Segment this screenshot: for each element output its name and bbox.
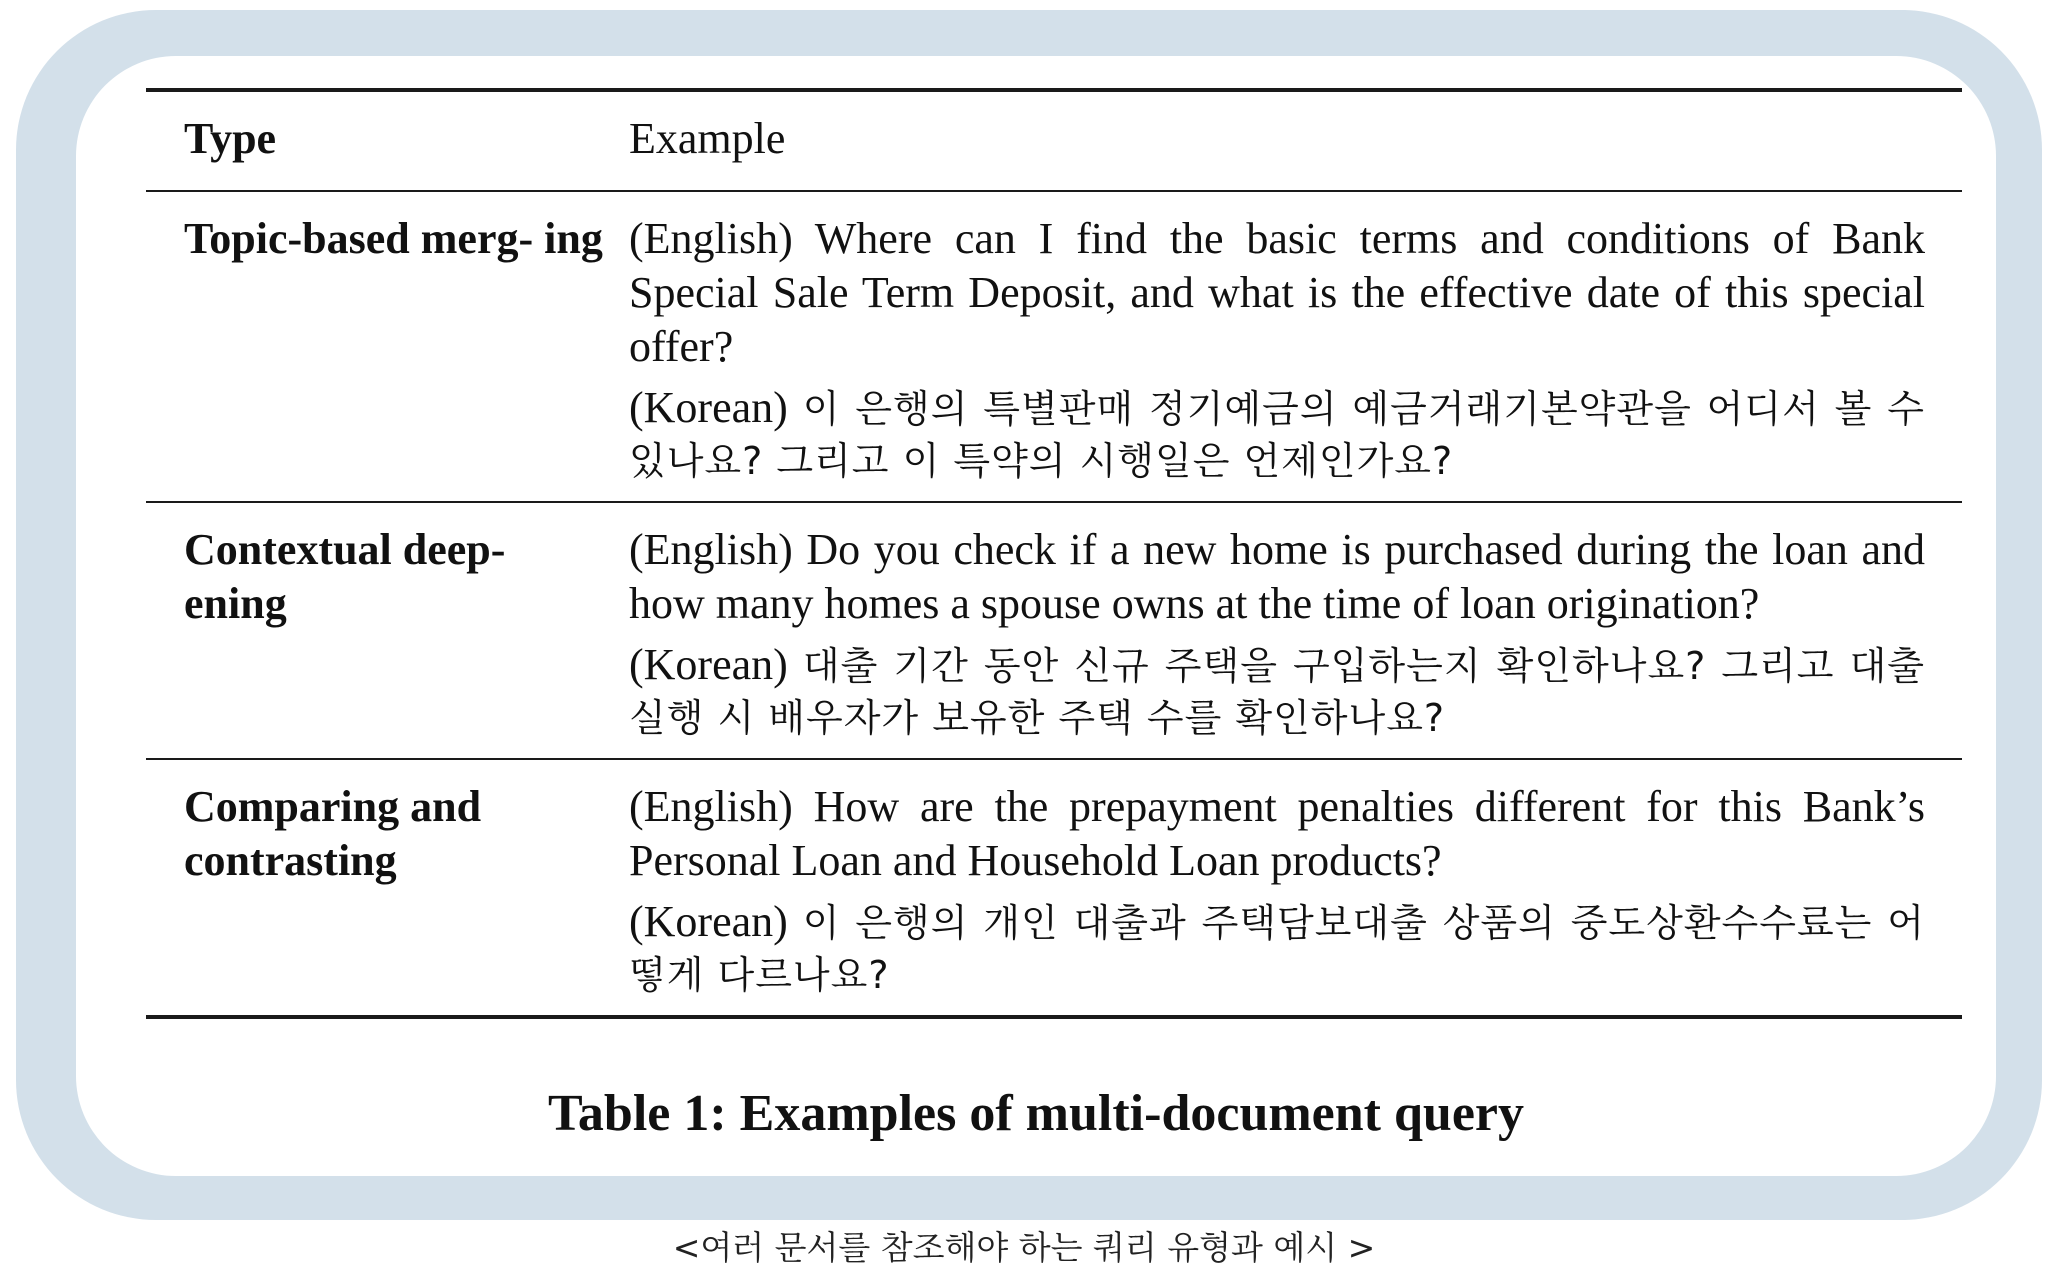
english-example: (English) How are the prepayment penalties different for this Bank’s Personal Loan and Household Loan products? xyxy=(629,782,1925,885)
table-row xyxy=(146,192,1962,501)
korean-tag: (Korean) xyxy=(629,383,788,432)
row-type: Comparing and contrasting xyxy=(184,782,482,885)
english-example: (English) Where can I find the basic terms and conditions of Bank Special Sale Term Deposit, and what is the effective date of this special offer? xyxy=(629,214,1925,371)
english-example: (English) Do you check if a new home is purchased during the loan and how many homes a spouse owns at the time of loan origination? xyxy=(629,525,1925,628)
korean-text: 이 은행의 개인 대출과 주택담보대출 상품의 중도상환수수료는 어떻게 다르나요? xyxy=(629,901,1925,997)
header-type: Type xyxy=(184,114,277,163)
korean-footnote: <여러 문서를 참조해야 하는 쿼리 유형과 예시 > xyxy=(672,1228,1376,1267)
row-type: Contextual deep- ening xyxy=(184,525,506,628)
korean-example xyxy=(629,382,1925,487)
korean-tag: (Korean) xyxy=(629,897,788,946)
table-header-row xyxy=(146,92,1962,190)
table-bottom-rule xyxy=(146,1015,1962,1019)
table-card xyxy=(76,56,1996,1176)
korean-tag: (Korean) xyxy=(629,640,788,689)
row-type: Topic-based merg- ing xyxy=(184,214,603,263)
row-example xyxy=(629,212,1925,487)
korean-example xyxy=(629,639,1925,744)
row-example xyxy=(629,523,1925,744)
korean-text: 대출 기간 동안 신규 주택을 구입하는지 확인하나요? 그리고 대출 실행 시 배우자가 보유한 주택 수를 확인하나요? xyxy=(629,644,1925,740)
table-row xyxy=(146,760,1962,1015)
korean-text: 이 은행의 특별판매 정기예금의 예금거래기본약관을 어디서 볼 수 있나요? 그리고 이 특약의 시행일은 언제인가요? xyxy=(629,387,1925,483)
table-row xyxy=(146,503,1962,758)
row-example xyxy=(629,780,1925,1001)
header-example: Example xyxy=(629,114,786,163)
rounded-frame xyxy=(16,10,2042,1220)
korean-example xyxy=(629,896,1925,1001)
query-examples-table xyxy=(146,88,1962,1019)
table-caption: Table 1: Examples of multi-document query xyxy=(548,1085,1524,1142)
